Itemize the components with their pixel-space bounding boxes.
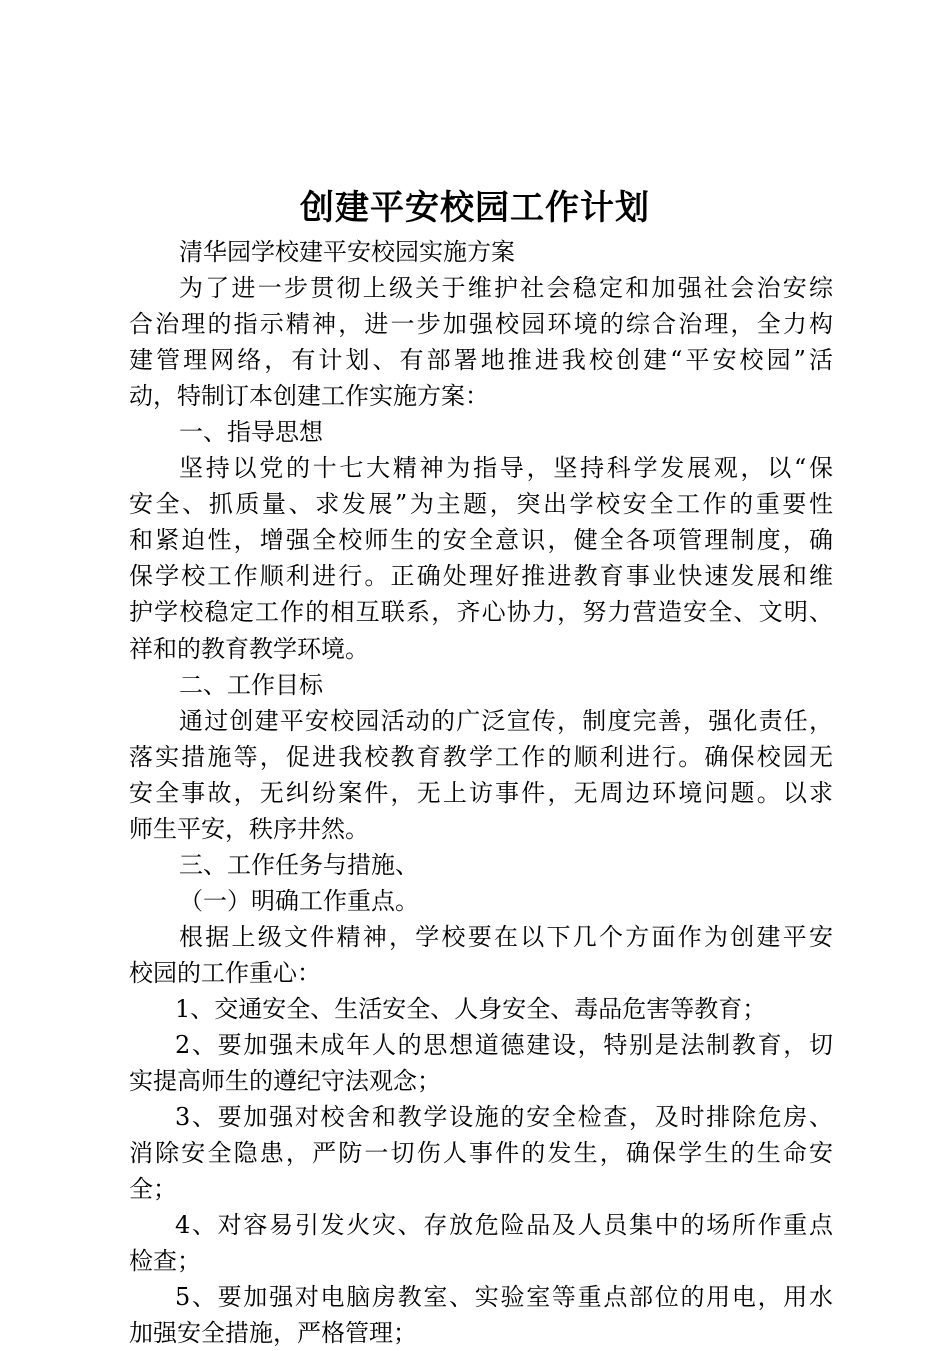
paragraph-line: 和紧迫性，增强全校师生的安全意识，健全各项管理制度，确 (129, 526, 833, 555)
list-item-line: 3、要加强对校舍和教学设施的安全检查，及时排除危房、 (175, 1103, 833, 1132)
paragraph-line: 护学校稳定工作的相互联系，齐心协力，努力营造安全、文明、 (129, 598, 833, 627)
list-item-line: 检查； (129, 1247, 201, 1276)
paragraph-line: 通过创建平安校园活动的广泛宣传，制度完善，强化责任， (179, 706, 833, 735)
paragraph-line: 建管理网络，有计划、有部署地推进我校创建“平安校园”活 (129, 346, 833, 375)
section-heading: 三、工作任务与措施、 (179, 850, 419, 879)
paragraph-line: 坚持以党的十七大精神为指导，坚持科学发展观，以“保 (179, 454, 833, 483)
paragraph-line: 落实措施等，促进我校教育教学工作的顺利进行。确保校园无 (129, 742, 833, 771)
paragraph-line: 根据上级文件精神，学校要在以下几个方面作为创建平安 (179, 922, 833, 951)
paragraph-line: 保学校工作顺利进行。正确处理好推进教育事业快速发展和维 (129, 562, 833, 591)
document-body (129, 234, 833, 1351)
paragraph-line: 动，特制订本创建工作实施方案： (129, 382, 489, 411)
paragraph-line: 师生平安，秩序井然。 (129, 814, 369, 843)
paragraph-line: 祥和的教育教学环境。 (129, 634, 369, 663)
list-item-line: 全； (129, 1175, 177, 1204)
paragraph-line: 安全、抓质量、求发展”为主题，突出学校安全工作的重要性 (129, 490, 833, 519)
subtitle-line: 清华园学校建平安校园实施方案 (179, 238, 515, 266)
list-item-line: 5、要加强对电脑房教室、实验室等重点部位的用电，用水 (175, 1283, 833, 1312)
document-title: 创建平安校园工作计划 (300, 188, 650, 228)
paragraph-line: 校园的工作重心： (129, 958, 321, 987)
paragraph-line: 为了进一步贯彻上级关于维护社会稳定和加强社会治安综 (179, 274, 833, 303)
section-heading: 一、指导思想 (179, 418, 323, 447)
list-item-line: 实提高师生的遵纪守法观念； (129, 1067, 441, 1096)
paragraph-line: 合治理的指示精神，进一步加强校园环境的综合治理，全力构 (129, 310, 833, 339)
list-item-line: 加强安全措施，严格管理； (129, 1319, 417, 1348)
list-item-line: 4、对容易引发火灾、存放危险品及人员集中的场所作重点 (175, 1211, 833, 1240)
list-item-line: 消除安全隐患，严防一切伤人事件的发生，确保学生的生命安 (129, 1139, 833, 1168)
paragraph-line: 安全事故，无纠纷案件，无上访事件，无周边环境问题。以求 (129, 778, 833, 807)
list-item-line: 1、交通安全、生活安全、人身安全、毒品危害等教育； (175, 994, 767, 1023)
list-item-line: 2、要加强未成年人的思想道德建设，特别是法制教育，切 (175, 1031, 833, 1060)
subsection-heading: （一）明确工作重点。 (179, 886, 419, 915)
section-heading: 二、工作目标 (179, 670, 323, 699)
